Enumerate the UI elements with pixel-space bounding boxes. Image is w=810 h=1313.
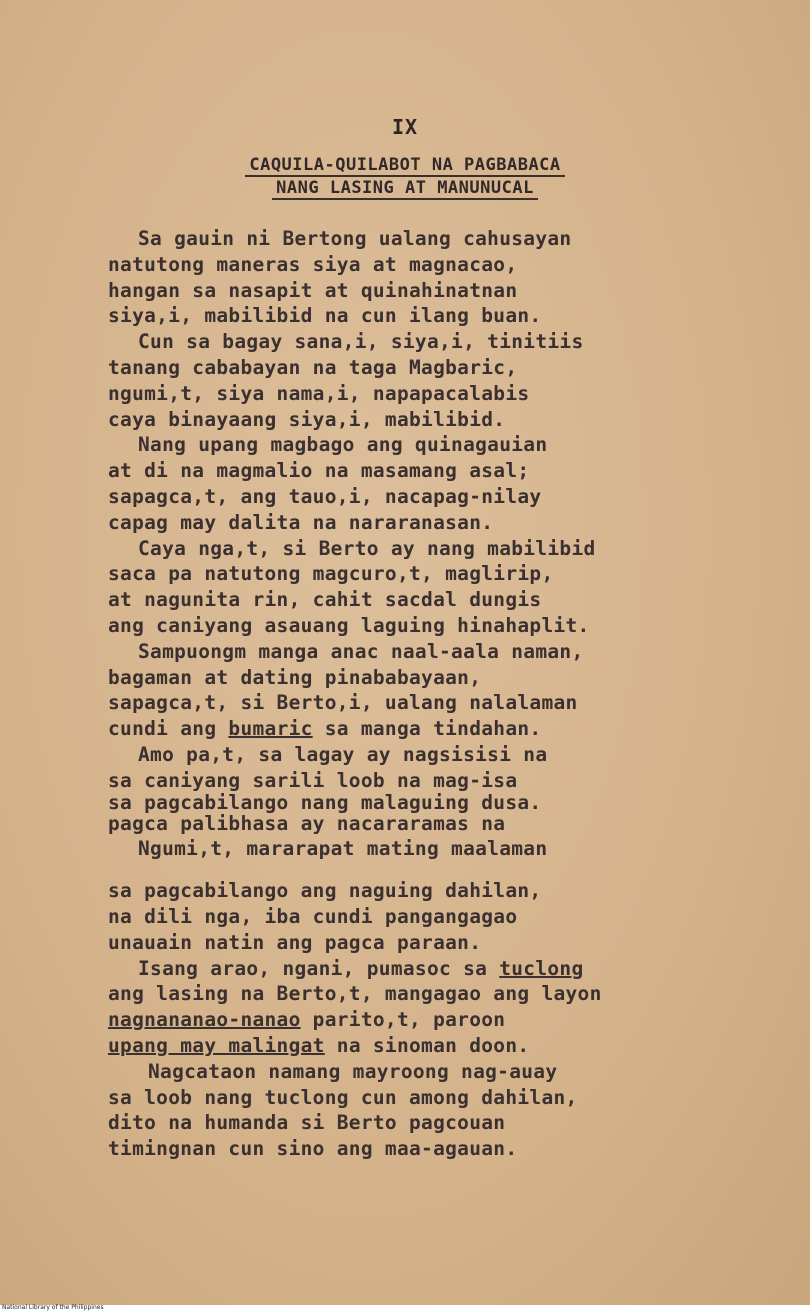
underlined-word: bumaric	[228, 717, 313, 741]
text-line: sa pagcabilango ang naguing dahilan,	[108, 879, 542, 903]
body-text	[108, 226, 798, 1162]
text-line: saca pa natutong magcuro,t, maglirip,	[108, 562, 554, 586]
text-line: sa pagcabilango nang malaguing dusa.	[108, 790, 542, 814]
text-line: sa loob nang tuclong cun among dahilan,	[108, 1085, 578, 1109]
chapter-number: IX	[391, 115, 419, 139]
text-line: Sa gauin ni Bertong ualang cahusayan	[138, 227, 572, 250]
chapter-title-line-1: CAQUILA-QUILABOT NA PAGBABACA	[0, 155, 810, 175]
text-line: tanang cababayan na taga Magbaric,	[108, 355, 518, 379]
text-line: Ngumi,t, mararapat mating maalaman	[138, 837, 548, 861]
text-line: bagaman at dating pinababayaan,	[108, 665, 482, 689]
text-line: Caya nga,t, si Berto ay nang mabilibid	[138, 536, 596, 560]
text-line: Amo pa,t, sa lagay ay nagsisisi na	[138, 742, 548, 766]
text-line: Sampuongm manga anac naal-aala naman,	[138, 639, 584, 663]
footer-credit: National Library of the Philippines	[2, 1304, 104, 1311]
text-line: natutong maneras siya at magnacao,	[108, 252, 518, 276]
text-line: Nagcataon namang mayroong nag-auay	[148, 1059, 558, 1083]
text-line: at di na magmalio na masamang asal;	[108, 459, 530, 483]
text-line: na dili nga, iba cundi pangangagao	[108, 904, 518, 928]
text-line: sapagca,t, ang tauo,i, nacapag-nilay	[108, 484, 542, 508]
text-line: ang lasing na Berto,t, mangagao ang layon	[108, 982, 602, 1006]
text-line: ang caniyang asauang laguing hinahaplit.	[108, 613, 590, 637]
text-line: sapagca,t, si Berto,i, ualang nalalaman	[108, 691, 578, 715]
text-line: timingnan cun sino ang maa-agauan.	[108, 1137, 518, 1161]
text-line: nagnananao-nanao parito,t, paroon	[108, 1008, 506, 1032]
text-line: pagca palibhasa ay nacararamas na	[108, 811, 506, 835]
text-line: capag may dalita na nararanasan.	[108, 510, 494, 534]
text-line: siya,i, mabilibid na cun ilang buan.	[108, 304, 542, 328]
text-line: upang may malingat na sinoman doon.	[108, 1033, 530, 1057]
chapter-title-line-2: NANG LASING AT MANUNUCAL	[0, 178, 810, 198]
underlined-word: tuclong	[499, 956, 584, 980]
underlined-word: nagnananao-nanao	[108, 1008, 301, 1032]
text-line: unauain natin ang pagca paraan.	[108, 930, 482, 954]
text-line: Isang arao, ngani, pumasoc sa tuclong	[138, 956, 584, 980]
footer-bar	[0, 1305, 810, 1313]
text-line: hangan sa nasapit at quinahinatnan	[108, 278, 518, 302]
text-line: cundi ang bumaric sa manga tindahan.	[108, 717, 542, 741]
text-line: caya binayaang siya,i, mabilibid.	[108, 407, 506, 431]
text-line: Cun sa bagay sana,i, siya,i, tinitiis	[138, 330, 584, 354]
text-line: Nang upang magbago ang quinagauian	[138, 433, 548, 457]
text-line: at nagunita rin, cahit sacdal dungis	[108, 588, 542, 612]
text-line: dito na humanda si Berto pagcouan	[108, 1111, 506, 1135]
text-line: ngumi,t, siya nama,i, napapacalabis	[108, 381, 530, 405]
text-line: sa caniyang sarili loob na mag-isa	[108, 768, 518, 792]
underlined-word: upang may malingat	[108, 1033, 325, 1057]
